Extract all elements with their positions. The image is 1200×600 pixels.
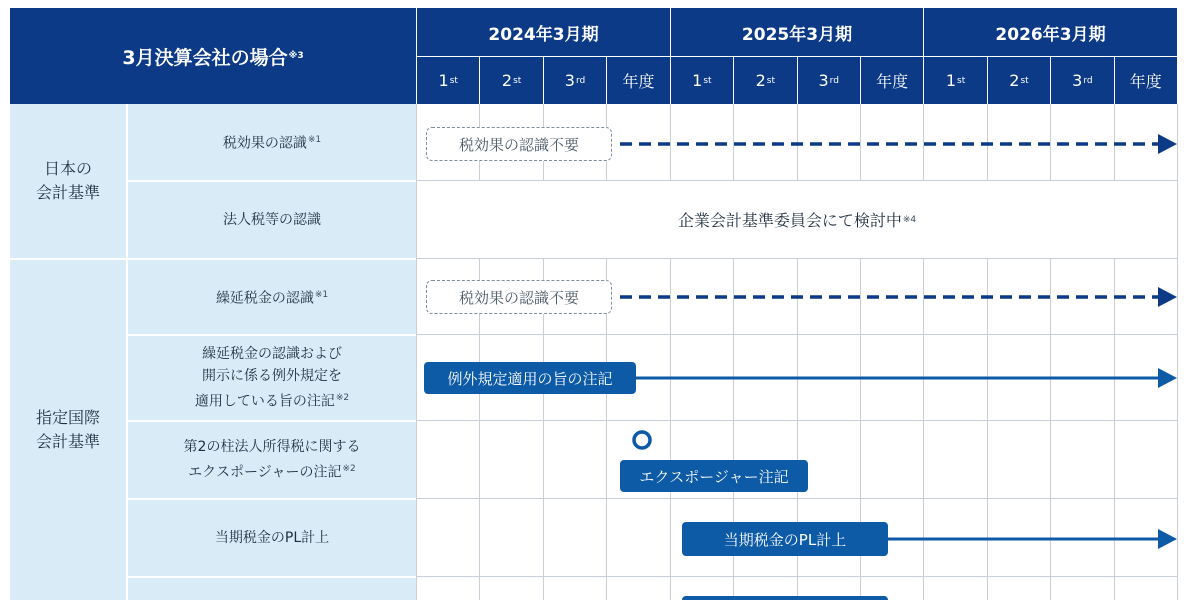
quarter-ordinal: st (957, 75, 966, 86)
under-review-note: ※4 (902, 214, 917, 225)
quarter-label: 2 (1009, 71, 1020, 90)
year-header-2024: 2024年3月期 (416, 8, 670, 56)
dashed-arrow-row1 (620, 134, 1177, 154)
header-title-note: ※3 (288, 51, 304, 61)
quarter-label: 年度 (1129, 72, 1162, 91)
solid-arrow-row6 (888, 529, 1177, 549)
no-recognition-box-row3: 税効果の認識不要 (426, 280, 612, 314)
row-label-text: 繰延税金の認識 (215, 290, 314, 307)
dashed-arrow-row3 (620, 287, 1177, 307)
row-label-text: 繰延税金の認識および 開示に係る例外規定を 適用している旨の注記 (194, 346, 342, 410)
quarter-ordinal: rd (1083, 75, 1093, 86)
current-tax-pl-pill: 当期税金のPL計上 (682, 522, 888, 556)
quarter-ordinal: rd (829, 75, 839, 86)
quarter-label: 1 (438, 71, 449, 90)
quarter-label: 年度 (622, 72, 655, 91)
cut-off-pill (682, 596, 888, 600)
quarter-label: 年度 (876, 72, 909, 91)
quarter-ordinal: rd (575, 75, 586, 86)
row-note: ※1 (314, 290, 329, 301)
row-label-text: 税効果の認識 (222, 135, 307, 152)
solid-arrow-row4 (636, 368, 1177, 388)
quarter-label: 1 (692, 71, 703, 90)
row-label-text: 第2の柱法人所得税に関する エクスポージャーの注記 (183, 439, 361, 481)
header-title: 3月決算会社の場合 (122, 46, 288, 69)
exposure-note-pill: エクスポージャー注記 (620, 460, 808, 492)
quarter-label: 3 (1072, 71, 1083, 90)
row-label-text: 当期税金のPL計上 (214, 530, 330, 546)
row-label-text: 法人税等の認識 (223, 212, 321, 228)
row-note: ※2 (335, 393, 350, 404)
no-recognition-box-row1: 税効果の認識不要 (426, 127, 612, 161)
quarter-label: 2 (755, 71, 766, 90)
under-review-label: 企業会計基準委員会にて検討中 (677, 211, 902, 230)
quarter-ordinal: st (1020, 75, 1029, 86)
exception-note-pill: 例外規定適用の旨の注記 (424, 362, 636, 394)
category-designated-ifrs: 指定国際 会計基準 (10, 260, 126, 600)
year-header-2025: 2025年3月期 (670, 8, 923, 56)
quarter-ordinal: st (703, 75, 712, 86)
quarter-ordinal: st (513, 75, 522, 86)
quarter-label: 3 (818, 71, 829, 90)
quarter-label: 1 (945, 71, 957, 90)
quarter-ordinal: st (766, 75, 775, 86)
quarter-label: 2 (501, 71, 513, 90)
year-header-2026: 2026年3月期 (923, 8, 1177, 56)
milestone-circle (634, 432, 650, 448)
quarter-ordinal: st (449, 75, 458, 86)
category-japan-gaap: 日本の 会計基準 (10, 104, 126, 258)
quarter-label: 3 (564, 71, 575, 90)
row-note: ※2 (342, 464, 356, 475)
row-note: ※1 (307, 135, 322, 146)
